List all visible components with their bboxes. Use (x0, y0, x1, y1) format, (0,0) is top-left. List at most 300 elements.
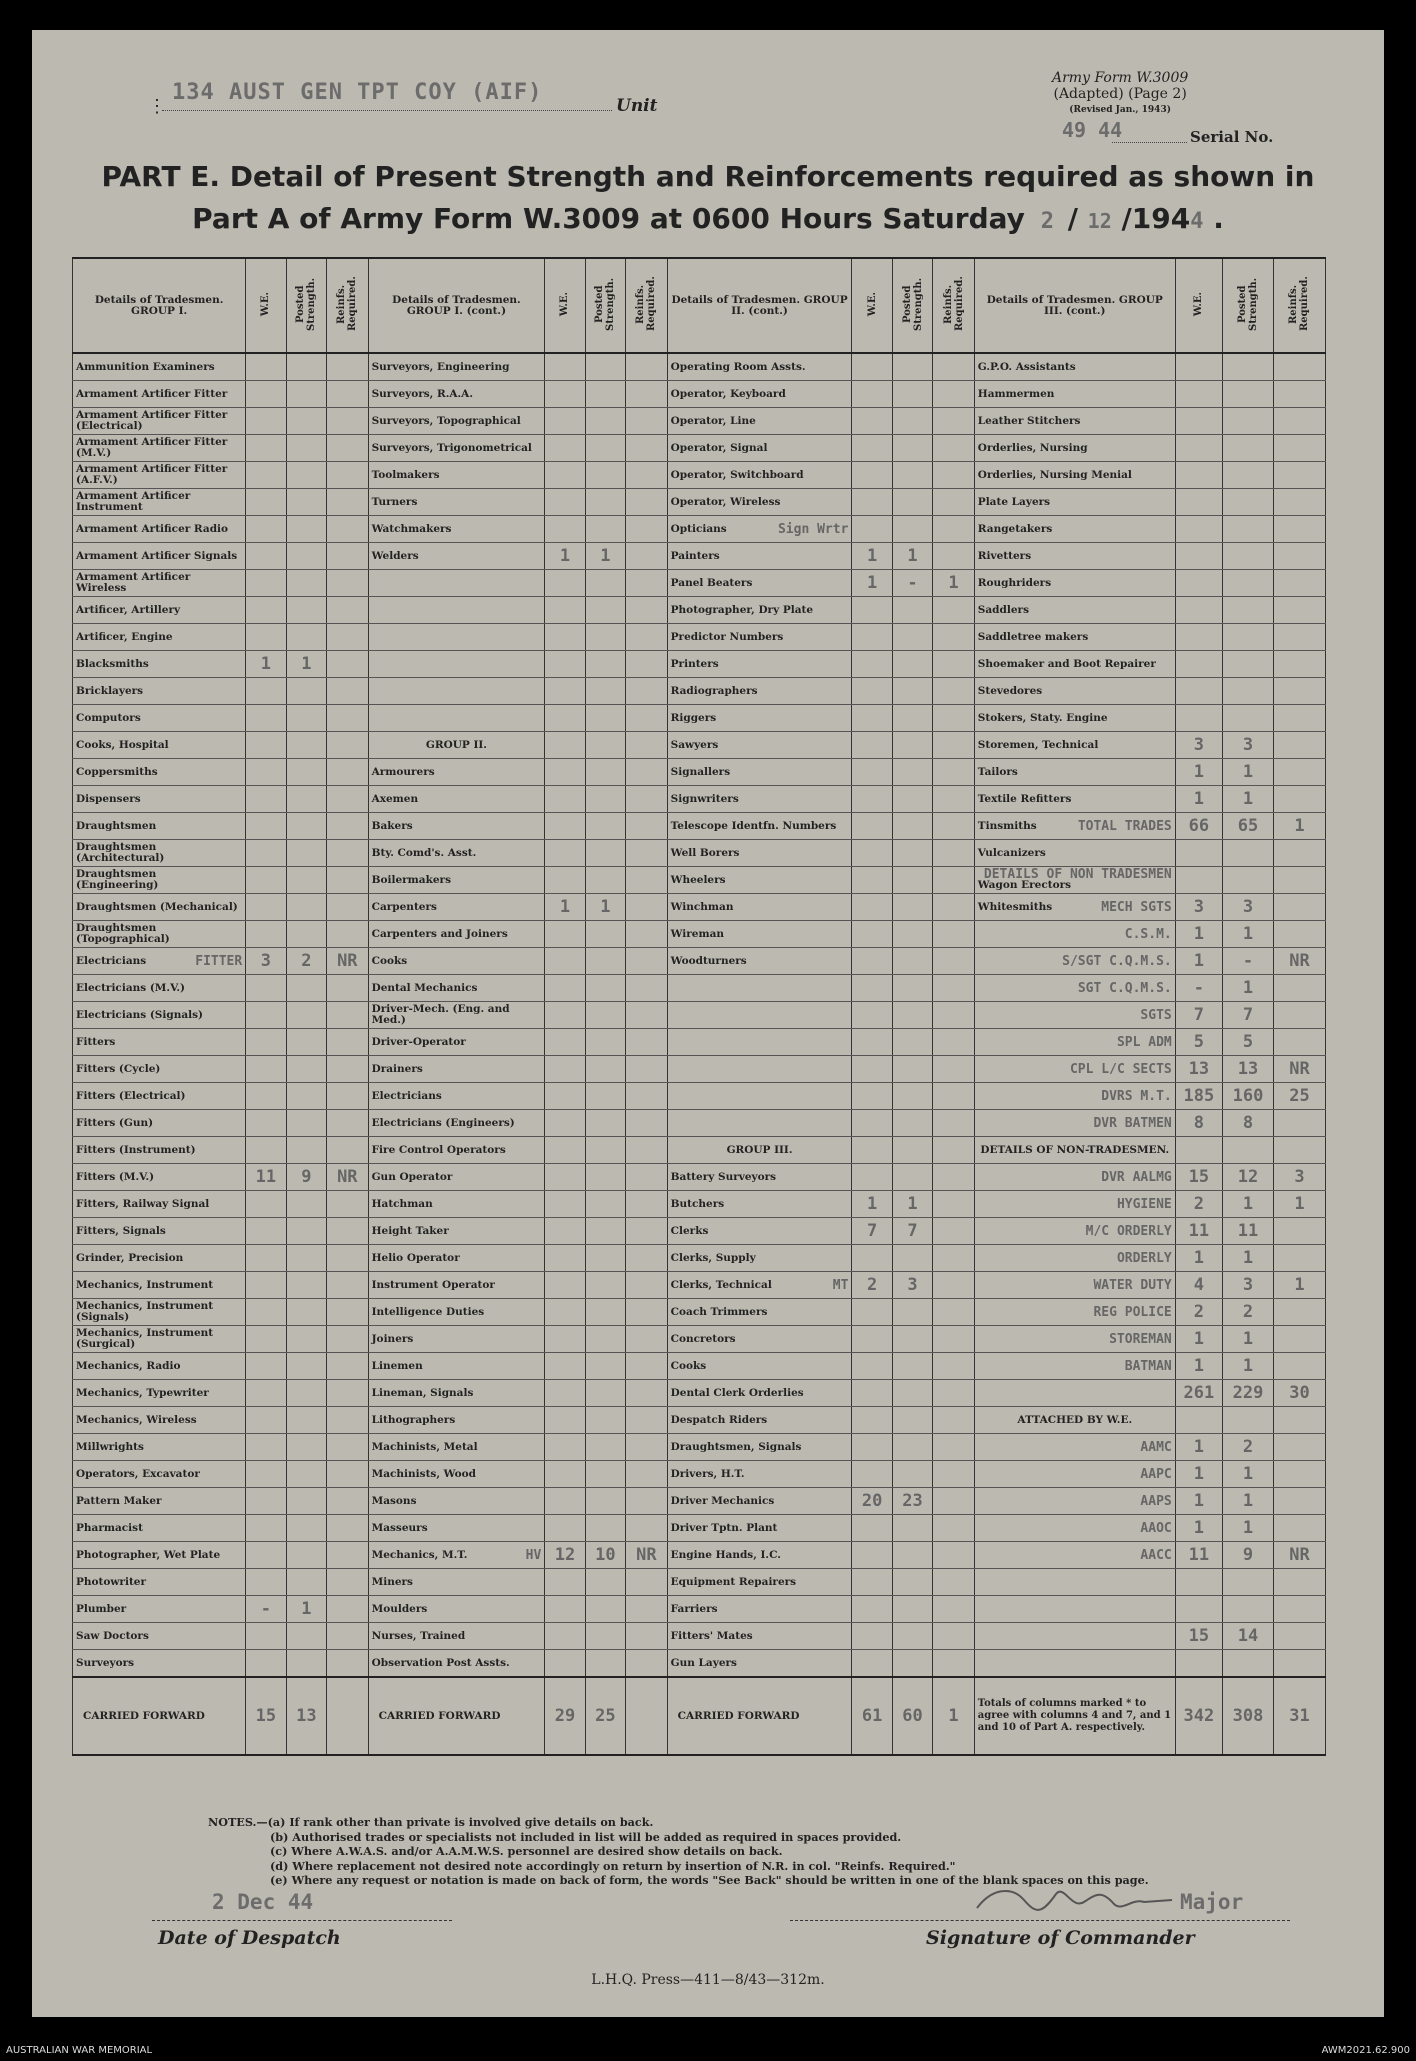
ps-cell (892, 597, 932, 624)
we-cell (246, 624, 286, 651)
rr-cell (1273, 1488, 1325, 1515)
rr-cell (626, 1029, 668, 1056)
trade-name: Stevedores (977, 684, 1043, 697)
we-cell: 1 (1175, 1434, 1222, 1461)
rr-cell (327, 408, 369, 435)
rr-cell (1273, 408, 1325, 435)
trade-label (368, 1380, 545, 1407)
we-cell (852, 1461, 892, 1488)
we-cell (246, 570, 286, 597)
we-cell (545, 840, 585, 867)
rr-cell (933, 408, 975, 435)
rr-cell: 3 (1273, 1164, 1325, 1191)
rr-cell (1273, 894, 1325, 921)
ps-cell (892, 1353, 932, 1380)
rr-cell (327, 1218, 369, 1245)
trade-label (368, 1596, 545, 1623)
group-header-4: Details of Tradesmen. GROUP III. (cont.) (974, 258, 1175, 353)
trade-label (73, 1218, 246, 1245)
trade-label (974, 1137, 1175, 1164)
trade-label (368, 813, 545, 840)
trade-label (73, 597, 246, 624)
ps-cell (286, 1380, 326, 1407)
table-row (73, 1191, 1326, 1218)
rr-cell (626, 1299, 668, 1326)
rr-cell (626, 1056, 668, 1083)
we-cell: 1 (1175, 759, 1222, 786)
trade-name: Panel Beaters (670, 576, 753, 589)
rr-cell (933, 543, 975, 570)
rr-cell (933, 597, 975, 624)
rr-cell (626, 516, 668, 543)
rr-cell (626, 1569, 668, 1596)
ps-cell (286, 597, 326, 624)
trade-label (667, 1002, 852, 1029)
we-header: W.E. (1175, 258, 1222, 353)
we-cell (545, 381, 585, 408)
table-row (73, 1164, 1326, 1191)
rr-cell (327, 975, 369, 1002)
trade-label (73, 1569, 246, 1596)
we-cell: 5 (1175, 1029, 1222, 1056)
trade-label (73, 894, 246, 921)
ps-cell (585, 759, 625, 786)
we-cell (545, 1569, 585, 1596)
we-cell (545, 1380, 585, 1407)
trade-name: GROUP III. (726, 1143, 793, 1156)
we-cell (852, 1056, 892, 1083)
serial-value: 49 44 (1062, 118, 1123, 142)
we-cell (246, 597, 286, 624)
we-cell (545, 1488, 585, 1515)
we-header: W.E. (246, 258, 286, 353)
trade-name: Woodturners (670, 954, 747, 967)
trade-label (974, 516, 1175, 543)
trade-name: Draughtsmen (76, 819, 157, 832)
ps-cell (892, 1326, 932, 1353)
ps-cell (286, 1245, 326, 1272)
despatch-date-value: 2 Dec 44 (212, 1890, 314, 1914)
we-cell: 185 (1175, 1083, 1222, 1110)
trade-label (974, 1002, 1175, 1029)
ps-cell (585, 921, 625, 948)
rr-cell (327, 1650, 369, 1678)
rr-cell (1273, 786, 1325, 813)
trade-label (368, 489, 545, 516)
trade-label (974, 1461, 1175, 1488)
ps-cell: 12 (1223, 1164, 1274, 1191)
rr-cell (327, 624, 369, 651)
rr-cell (933, 1191, 975, 1218)
rr-cell (327, 1461, 369, 1488)
rr-cell (1273, 1569, 1325, 1596)
rr-cell (933, 1299, 975, 1326)
we-header: W.E. (852, 258, 892, 353)
rr-cell: NR (1273, 1542, 1325, 1569)
we-cell (852, 1299, 892, 1326)
trade-name: Rivetters (977, 549, 1032, 562)
trade-name: Masseurs (371, 1521, 428, 1534)
rr-cell (933, 1245, 975, 1272)
trade-label (974, 1515, 1175, 1542)
rr-cell (933, 1326, 975, 1353)
ps-cell (286, 1623, 326, 1650)
rr-cell (933, 624, 975, 651)
ps-cell (892, 975, 932, 1002)
table-row (73, 1056, 1326, 1083)
table-row (73, 1326, 1326, 1353)
rr-cell (327, 543, 369, 570)
trade-name: Operator, Keyboard (670, 387, 786, 400)
trade-name: Moulders (371, 1602, 428, 1615)
press-line: L.H.Q. Press—411—8/43—312m. (591, 1972, 825, 1988)
ps-cell (892, 786, 932, 813)
ps-cell (585, 1515, 625, 1542)
rr-cell (626, 1650, 668, 1678)
rr-cell (933, 786, 975, 813)
title-line-2: Part A of Army Form W.3009 at 0600 Hours Saturday 2 / 12 /1944 . (192, 202, 1224, 235)
trade-name: Fitters' Mates (670, 1629, 753, 1642)
ps-cell: - (1223, 948, 1274, 975)
we-cell (852, 1083, 892, 1110)
trade-label (368, 921, 545, 948)
trade-label (73, 759, 246, 786)
trade-name: Sawyers (670, 738, 719, 751)
trade-name: Shoemaker and Boot Repairer (977, 657, 1156, 670)
trade-label (974, 1110, 1175, 1137)
trade-name: Fitters (Instrument) (76, 1143, 196, 1156)
ps-cell (286, 435, 326, 462)
trade-label (667, 1623, 852, 1650)
rr-cell (1273, 489, 1325, 516)
we-cell: 1 (545, 543, 585, 570)
trade-label (368, 786, 545, 813)
trade-name: Hammermen (977, 387, 1055, 400)
table-row (73, 353, 1326, 381)
rr-cell (1273, 1596, 1325, 1623)
trade-label (73, 1191, 246, 1218)
rr-cell (1273, 651, 1325, 678)
ps-cell (585, 597, 625, 624)
table-row (73, 1380, 1326, 1407)
trade-label (667, 921, 852, 948)
ps-cell: 1 (286, 1596, 326, 1623)
we-cell (852, 813, 892, 840)
trade-label (667, 570, 852, 597)
rr-cell (626, 597, 668, 624)
ps-cell: 2 (1223, 1434, 1274, 1461)
trade-label (974, 1623, 1175, 1650)
rr-cell (1273, 1650, 1325, 1678)
trade-name: Driver Mechanics (670, 1494, 775, 1507)
trade-label (73, 1596, 246, 1623)
rr-cell (933, 759, 975, 786)
trade-label (73, 570, 246, 597)
ps-cell (286, 489, 326, 516)
we-cell (545, 1002, 585, 1029)
rr-cell (1273, 1002, 1325, 1029)
typed-annotation: S/SGT C.Q.M.S. (1062, 953, 1172, 969)
trade-label (667, 894, 852, 921)
we-cell (545, 1029, 585, 1056)
we-header: W.E. (545, 258, 585, 353)
table-row (73, 975, 1326, 1002)
trade-label (73, 921, 246, 948)
we-cell (545, 1353, 585, 1380)
trade-name: Surveyors, R.A.A. (371, 387, 473, 400)
ps-cell (585, 1434, 625, 1461)
we-cell (246, 462, 286, 489)
we-cell (545, 1434, 585, 1461)
notes-block (208, 1815, 1149, 1888)
carried-forward-label: CARRIED FORWARD (667, 1677, 852, 1755)
rr-cell (327, 1272, 369, 1299)
ps-cell (1223, 435, 1274, 462)
trade-label (73, 1461, 246, 1488)
title-line-2-text: Part A of Army Form W.3009 at 0600 Hours Saturday (192, 202, 1025, 235)
trade-name: Mechanics, M.T. (371, 1548, 468, 1561)
trade-name: Artificer, Artillery (76, 603, 181, 616)
trade-label (368, 1083, 545, 1110)
trade-label (73, 1272, 246, 1299)
rr-cell (327, 786, 369, 813)
date-year-prefix: /194 (1121, 202, 1191, 235)
rr-cell (1273, 1515, 1325, 1542)
trade-name: Artificer, Engine (76, 630, 173, 643)
trade-name: Despatch Riders (670, 1413, 768, 1426)
trade-name: Miners (371, 1575, 413, 1588)
trade-label (73, 1056, 246, 1083)
unit-label: Unit (616, 96, 658, 116)
date-year-digit: 4 (1190, 209, 1204, 234)
trade-name: Wagon Erectors (977, 879, 1072, 891)
ps-cell: 1 (286, 651, 326, 678)
typed-annotation: MT (832, 1277, 849, 1293)
trade-name: Textile Refitters (977, 792, 1072, 805)
ps-cell (286, 813, 326, 840)
trade-name: Signwriters (670, 792, 739, 805)
rr-cell (626, 408, 668, 435)
we-cell (852, 975, 892, 1002)
trade-label (73, 435, 246, 462)
typed-annotation: AAMC (1140, 1439, 1172, 1455)
cf-ps-cell: 60 (892, 1677, 932, 1755)
typed-annotation: BATMAN (1124, 1358, 1172, 1374)
form-id-line2: (Adapted) (Page 2) (1053, 86, 1187, 102)
ps-cell (286, 678, 326, 705)
ps-cell (286, 462, 326, 489)
ps-cell (585, 1272, 625, 1299)
table-row (73, 1299, 1326, 1326)
trade-name: Draughtsmen (Topographical) (76, 922, 170, 945)
ps-cell: 1 (1223, 759, 1274, 786)
trade-name: Storemen, Technical (977, 738, 1099, 751)
we-cell: 1 (1175, 1353, 1222, 1380)
ps-cell (892, 921, 932, 948)
rr-cell (626, 813, 668, 840)
trade-name: Opticians (670, 522, 727, 535)
rr-cell (626, 1164, 668, 1191)
trade-name: Pattern Maker (76, 1494, 162, 1507)
rr-cell (327, 462, 369, 489)
trade-label (667, 1650, 852, 1678)
ps-cell (892, 516, 932, 543)
we-cell (246, 759, 286, 786)
trade-label (667, 867, 852, 894)
ps-cell (892, 381, 932, 408)
ps-cell (286, 381, 326, 408)
ps-cell: 1 (1223, 786, 1274, 813)
we-cell (852, 1002, 892, 1029)
totals-note: Totals of columns marked * to agree with columns 4 and 7, and 1 and 10 of Part A. respectively. (974, 1677, 1175, 1755)
trade-name: Armament Artificer Fitter (76, 387, 228, 400)
trade-label (73, 1299, 246, 1326)
trade-name: Painters (670, 549, 720, 562)
trade-name: Nurses, Trained (371, 1629, 466, 1642)
ps-cell: 1 (1223, 975, 1274, 1002)
we-cell (246, 1488, 286, 1515)
ps-cell (892, 408, 932, 435)
we-cell: - (1175, 975, 1222, 1002)
typed-annotation: WATER DUTY (1093, 1277, 1172, 1293)
we-cell (1175, 1137, 1222, 1164)
trade-name: Helio Operator (371, 1251, 460, 1264)
trade-name: Toolmakers (371, 468, 440, 481)
ps-cell (892, 1164, 932, 1191)
trade-name: Tinsmiths (977, 819, 1037, 832)
trade-label (667, 759, 852, 786)
rr-cell (327, 678, 369, 705)
ps-cell (585, 570, 625, 597)
typed-annotation: STOREMAN (1109, 1331, 1172, 1347)
trade-name: Saddletree makers (977, 630, 1089, 643)
ps-cell (286, 1434, 326, 1461)
we-cell (852, 597, 892, 624)
ps-cell (892, 1110, 932, 1137)
trade-label (368, 1623, 545, 1650)
table-row (73, 867, 1326, 894)
ps-cell (286, 1650, 326, 1678)
trade-name: Cooks (371, 954, 408, 967)
rr-cell (1273, 759, 1325, 786)
rr-cell (933, 1029, 975, 1056)
trade-name: Driver-Operator (371, 1035, 466, 1048)
rr-cell (1273, 624, 1325, 651)
ps-cell (585, 1569, 625, 1596)
rr-cell (327, 867, 369, 894)
ps-cell: 2 (1223, 1299, 1274, 1326)
trade-label (667, 543, 852, 570)
ps-cell: - (892, 570, 932, 597)
trade-name: Operator, Signal (670, 441, 768, 454)
trade-name: GROUP II. (425, 738, 487, 751)
we-cell (545, 1407, 585, 1434)
trade-label (368, 1272, 545, 1299)
rr-cell (626, 1488, 668, 1515)
rr-cell (626, 921, 668, 948)
we-cell (545, 1164, 585, 1191)
ps-cell (286, 1029, 326, 1056)
trade-name: Machinists, Wood (371, 1467, 476, 1480)
we-cell (1175, 435, 1222, 462)
trade-name: Orderlies, Nursing Menial (977, 468, 1132, 481)
ps-cell (1223, 516, 1274, 543)
we-cell (852, 353, 892, 381)
ps-cell (286, 1083, 326, 1110)
we-cell (852, 1542, 892, 1569)
trade-label (368, 624, 545, 651)
we-cell (246, 408, 286, 435)
form-page (32, 30, 1384, 2017)
trade-label (667, 948, 852, 975)
ps-cell (286, 516, 326, 543)
rr-cell (1273, 1137, 1325, 1164)
ps-cell (1223, 705, 1274, 732)
ps-cell (892, 678, 932, 705)
rr-cell (327, 597, 369, 624)
trade-name: Grinder, Precision (76, 1251, 184, 1264)
rr-cell (327, 732, 369, 759)
we-cell (545, 921, 585, 948)
trade-label (974, 1299, 1175, 1326)
we-cell (852, 732, 892, 759)
trade-name: Electricians (Signals) (76, 1008, 204, 1021)
ps-cell (1223, 651, 1274, 678)
typed-annotation: AAPS (1140, 1493, 1172, 1509)
trade-label (974, 1326, 1175, 1353)
trade-name: Driver-Mech. (Eng. and Med.) (371, 1003, 510, 1026)
ps-cell: 65 (1223, 813, 1274, 840)
typed-annotation: DETAILS OF NON TRADESMEN (983, 867, 1172, 882)
we-cell (852, 894, 892, 921)
we-cell (246, 894, 286, 921)
rr-cell (626, 840, 668, 867)
trade-name: DETAILS OF NON-TRADESMEN. (980, 1143, 1170, 1156)
trade-name: Bricklayers (76, 684, 144, 697)
ps-cell (892, 705, 932, 732)
trade-name: Operator, Switchboard (670, 468, 804, 481)
table-row (73, 1515, 1326, 1542)
we-cell (246, 840, 286, 867)
trade-name: Wireman (670, 927, 725, 940)
rr-cell (327, 1191, 369, 1218)
trade-label (73, 975, 246, 1002)
rr-cell (1273, 381, 1325, 408)
table-row (73, 1029, 1326, 1056)
trade-label (73, 678, 246, 705)
trade-name: Coach Trimmers (670, 1305, 768, 1318)
table-row (73, 1434, 1326, 1461)
table-row (73, 651, 1326, 678)
ps-cell (286, 408, 326, 435)
trade-label (368, 705, 545, 732)
trade-label (73, 813, 246, 840)
table-row (73, 1542, 1326, 1569)
rr-cell: NR (327, 948, 369, 975)
ps-cell (286, 624, 326, 651)
ps-cell (585, 1326, 625, 1353)
we-cell (545, 1218, 585, 1245)
trade-label (974, 894, 1175, 921)
ps-cell (1223, 381, 1274, 408)
ps-cell (892, 624, 932, 651)
we-cell (1175, 705, 1222, 732)
trade-label (368, 1137, 545, 1164)
trade-label (368, 1353, 545, 1380)
we-cell (545, 1191, 585, 1218)
rr-cell (933, 1272, 975, 1299)
rr-cell (933, 840, 975, 867)
